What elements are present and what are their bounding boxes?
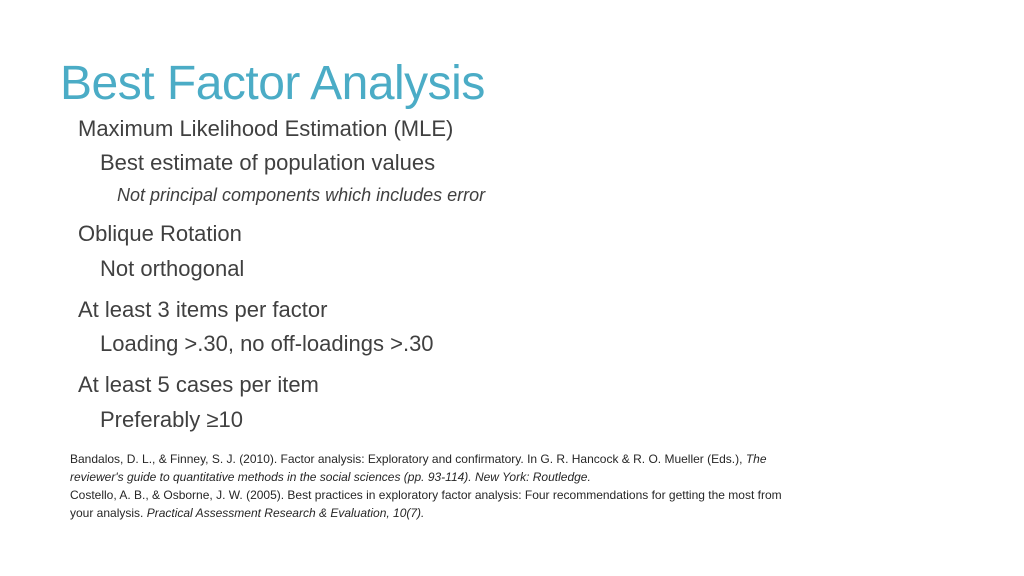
reference-2 bbox=[70, 486, 930, 504]
reference-1 bbox=[70, 450, 930, 468]
bullet-mle-subsub: Not principal components which includes error bbox=[117, 185, 486, 205]
bullet-oblique: Oblique Rotation bbox=[78, 221, 242, 246]
bullet-items: At least 3 items per factor bbox=[78, 297, 328, 322]
reference-1-title: reviewer's guide to quantitative methods in the social sciences (pp. 93-114). New York: Routledge. bbox=[70, 470, 591, 484]
bullet-cases-sub: Preferably ≥10 bbox=[100, 407, 243, 432]
reference-2-cont bbox=[70, 504, 930, 522]
reference-1-text: Bandalos, D. L., & Finney, S. J. (2010). Factor analysis: Exploratory and confirmatory. In G. R. Hancock & R. O. Mueller (Eds.), bbox=[70, 452, 746, 466]
bullet-cases: At least 5 cases per item bbox=[78, 372, 319, 397]
reference-2-journal: Practical Assessment Research & Evaluation, 10(7). bbox=[146, 506, 425, 520]
reference-1-cont bbox=[70, 468, 930, 486]
bullet-oblique-sub: Not orthogonal bbox=[100, 256, 245, 281]
bullet-mle-sub: Best estimate of population values bbox=[100, 150, 436, 175]
bullet-items-sub: Loading >.30, no off-loadings >.30 bbox=[100, 331, 434, 356]
reference-2-text: Costello, A. B., & Osborne, J. W. (2005). Best practices in exploratory factor analysis: Four recommendations for getting the most from bbox=[70, 488, 782, 502]
reference-1-title-start: The bbox=[745, 452, 767, 466]
bullet-mle: Maximum Likelihood Estimation (MLE) bbox=[78, 116, 454, 141]
reference-2-text-end: your analysis. bbox=[70, 506, 147, 520]
slide-title: Best Factor Analysis bbox=[60, 57, 485, 111]
